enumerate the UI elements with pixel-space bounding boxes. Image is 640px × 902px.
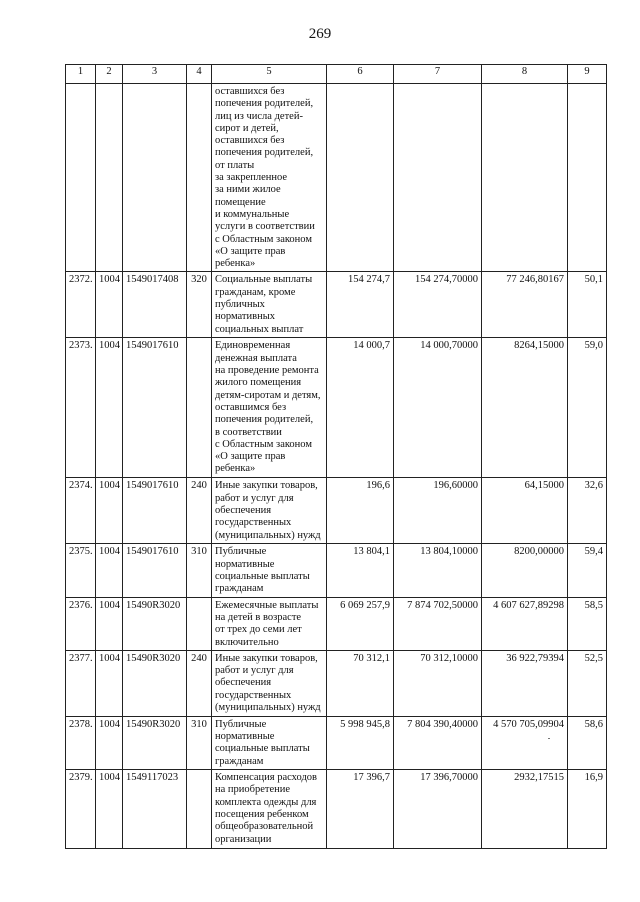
page-number: 269 xyxy=(308,26,332,42)
item-name: Публичные нормативные социальные выплаты гражданам xyxy=(212,716,327,769)
section-code: 1004 xyxy=(96,478,123,544)
percent-col9 xyxy=(568,84,607,272)
item-name: Ежемесячные выплаты на детей в возрасте от трех до семи лет включительно xyxy=(212,597,327,650)
column-header: 9 xyxy=(568,65,607,84)
item-name: Социальные выплаты гражданам, кроме публичных нормативных социальных выплат xyxy=(212,272,327,338)
amount-col6: 14 000,7 xyxy=(327,338,394,478)
section-code: 1004 xyxy=(96,597,123,650)
table-row xyxy=(66,84,607,272)
percent-col9: 52,5 xyxy=(568,650,607,716)
amount-col6: 6 069 257,9 xyxy=(327,597,394,650)
target-article-code: 1549017610 xyxy=(123,478,187,544)
item-name: Иные закупки товаров, работ и услуг для обеспечения государственных (муниципальных) нужд xyxy=(212,478,327,544)
header-row xyxy=(66,65,607,84)
amount-col8: 4 607 627,89298 xyxy=(482,597,568,650)
budget-table xyxy=(65,64,607,849)
item-name: Иные закупки товаров, работ и услуг для обеспечения государственных (муниципальных) нужд xyxy=(212,650,327,716)
percent-col9: 59,0 xyxy=(568,338,607,478)
percent-col9: 32,6 xyxy=(568,478,607,544)
amount-col7: 17 396,70000 xyxy=(394,770,482,849)
amount-col8: 2932,17515 xyxy=(482,770,568,849)
expense-type-code xyxy=(187,338,212,478)
target-article-code: 15490R3020 xyxy=(123,650,187,716)
percent-col9: 58,5 xyxy=(568,597,607,650)
expense-type-code: 240 xyxy=(187,650,212,716)
amount-col8: 8264,15000 xyxy=(482,338,568,478)
expense-type-code: 310 xyxy=(187,716,212,769)
amount-col7: 196,60000 xyxy=(394,478,482,544)
column-header: 7 xyxy=(394,65,482,84)
amount-col8 xyxy=(482,84,568,272)
row-number: 2376. xyxy=(66,597,96,650)
target-article-code xyxy=(123,84,187,272)
column-header: 4 xyxy=(187,65,212,84)
column-header: 1 xyxy=(66,65,96,84)
table-row xyxy=(66,338,607,478)
target-article-code: 1549017610 xyxy=(123,544,187,597)
percent-col9: 59,4 xyxy=(568,544,607,597)
amount-col7: 7 874 702,50000 xyxy=(394,597,482,650)
amount-col7: 154 274,70000 xyxy=(394,272,482,338)
section-code: 1004 xyxy=(96,770,123,849)
section-code: 1004 xyxy=(96,272,123,338)
column-header: 8 xyxy=(482,65,568,84)
table-row xyxy=(66,544,607,597)
row-number: 2373. xyxy=(66,338,96,478)
amount-col6: 70 312,1 xyxy=(327,650,394,716)
amount-col6: 17 396,7 xyxy=(327,770,394,849)
target-article-code: 15490R3020 xyxy=(123,716,187,769)
row-number xyxy=(66,84,96,272)
expense-type-code xyxy=(187,597,212,650)
table-row xyxy=(66,597,607,650)
expense-type-code xyxy=(187,770,212,849)
target-article-code: 1549017610 xyxy=(123,338,187,478)
column-header: 5 xyxy=(212,65,327,84)
row-number: 2379. xyxy=(66,770,96,849)
row-number: 2377. xyxy=(66,650,96,716)
row-number: 2372. xyxy=(66,272,96,338)
expense-type-code xyxy=(187,84,212,272)
target-article-code: 1549017408 xyxy=(123,272,187,338)
amount-col8: 64,15000 xyxy=(482,478,568,544)
table-row xyxy=(66,478,607,544)
target-article-code: 15490R3020 xyxy=(123,597,187,650)
table-row xyxy=(66,770,607,849)
section-code: 1004 xyxy=(96,544,123,597)
amount-col8: 8200,00000 xyxy=(482,544,568,597)
item-name: оставшихся без попечения родителей, лиц из числа детей- сирот и детей, оставшихся без попечения родителей, от платы за закрепленное за ними жилое помещение и коммунальные услуги в соответствии с Областным законом «О защите прав ребенка» xyxy=(212,84,327,272)
section-code: 1004 xyxy=(96,716,123,769)
table-row xyxy=(66,716,607,769)
amount-col6: 5 998 945,8 xyxy=(327,716,394,769)
expense-type-code: 310 xyxy=(187,544,212,597)
amount-col8: 4 570 705,09904 xyxy=(482,716,568,769)
amount-col6: 196,6 xyxy=(327,478,394,544)
target-article-code: 1549117023 xyxy=(123,770,187,849)
section-code xyxy=(96,84,123,272)
amount-col6: 154 274,7 xyxy=(327,272,394,338)
row-number: 2374. xyxy=(66,478,96,544)
amount-col8: 77 246,80167 xyxy=(482,272,568,338)
item-name: Единовременная денежная выплата на проведение ремонта жилого помещения детям-сиротам и детям, оставшимся без попечения родителей, в соответствии с Областным законом «О защите прав ребенка» xyxy=(212,338,327,478)
amount-col6: 13 804,1 xyxy=(327,544,394,597)
percent-col9: 50,1 xyxy=(568,272,607,338)
amount-col7: 13 804,10000 xyxy=(394,544,482,597)
row-number: 2378. xyxy=(66,716,96,769)
row-number: 2375. xyxy=(66,544,96,597)
expense-type-code: 240 xyxy=(187,478,212,544)
amount-col7: 70 312,10000 xyxy=(394,650,482,716)
amount-col8: 36 922,79394 xyxy=(482,650,568,716)
column-header: 6 xyxy=(327,65,394,84)
item-name: Компенсация расходов на приобретение комплекта одежды для посещения ребенком общеобразовательной организации xyxy=(212,770,327,849)
amount-col7: 7 804 390,40000 xyxy=(394,716,482,769)
section-code: 1004 xyxy=(96,650,123,716)
amount-col7 xyxy=(394,84,482,272)
column-header: 2 xyxy=(96,65,123,84)
column-header: 3 xyxy=(123,65,187,84)
table-row xyxy=(66,272,607,338)
amount-col7: 14 000,70000 xyxy=(394,338,482,478)
scan-speck xyxy=(548,738,550,739)
item-name: Публичные нормативные социальные выплаты гражданам xyxy=(212,544,327,597)
section-code: 1004 xyxy=(96,338,123,478)
percent-col9: 58,6 xyxy=(568,716,607,769)
amount-col6 xyxy=(327,84,394,272)
percent-col9: 16,9 xyxy=(568,770,607,849)
expense-type-code: 320 xyxy=(187,272,212,338)
table-row xyxy=(66,650,607,716)
